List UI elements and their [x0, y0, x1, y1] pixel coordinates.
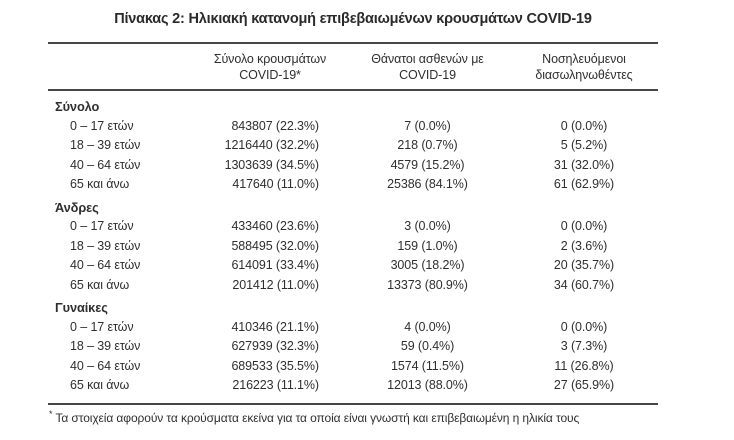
intubated-value: 5 (5.2%): [560, 138, 608, 152]
deaths-value: 4 (0.0%): [404, 319, 451, 334]
age-group-label: 0 – 17 ετών: [70, 219, 134, 233]
footnote: [48, 405, 658, 425]
age-group-label: 18 – 39 ετών: [70, 339, 141, 353]
table-row: [48, 318, 658, 338]
age-group-label: 0 – 17 ετών: [70, 118, 134, 133]
cases-value: 417640 (11.0%): [232, 177, 319, 191]
intubated-value: 11 (26.8%): [554, 358, 614, 373]
deaths-value: 218 (0.7%): [397, 138, 458, 152]
table-container: [48, 0, 658, 425]
intubated-value: 3 (7.3%): [560, 339, 608, 353]
table-row: [48, 117, 658, 137]
intubated-value: 61 (62.9%): [553, 177, 615, 191]
table-row: [48, 175, 658, 195]
table-row: [48, 237, 658, 257]
deaths-value: 59 (0.4%): [400, 339, 455, 353]
table-title: Πίνακας 2: Ηλικιακή κατανομή επιβεβαιωμένων κρουσμάτων COVID-19: [114, 11, 592, 27]
column-header-cases-line2: COVID-19*: [239, 68, 301, 82]
section-header-total: Σύνολο: [55, 99, 100, 114]
deaths-value: 25386 (84.1%): [387, 177, 468, 191]
table-row: [48, 357, 658, 377]
intubated-value: 27 (65.9%): [553, 378, 615, 392]
cases-value: 1216440 (32.2%): [224, 138, 319, 152]
intubated-value: 0 (0.0%): [560, 118, 608, 133]
age-group-label: 18 – 39 ετών: [70, 238, 141, 253]
table-row: [48, 217, 658, 237]
column-header-cases: [195, 51, 345, 83]
table-row: [48, 156, 658, 176]
column-header-intubated-line1: Νοσηλευόμενοι: [542, 52, 626, 66]
section-header-men: Άνδρες: [55, 199, 99, 215]
intubated-value: 2 (3.6%): [560, 238, 608, 253]
column-header-deaths-line1: Θάνατοι ασθενών με: [371, 52, 484, 66]
cases-value: 216223 (11.1%): [232, 378, 319, 392]
deaths-value: 12013 (88.0%): [387, 378, 468, 392]
deaths-value: 1574 (11.5%): [391, 358, 464, 373]
intubated-value: 0 (0.0%): [560, 319, 608, 334]
deaths-value: 3 (0.0%): [404, 219, 451, 233]
table-row: [48, 256, 658, 276]
table-body: [48, 91, 658, 403]
table-row: [48, 337, 658, 357]
age-group-label: 18 – 39 ετών: [70, 138, 141, 152]
cases-value: 614091 (33.4%): [231, 258, 319, 272]
table-row: [48, 276, 658, 296]
column-header-intubated-line2: διασωληνωθέντες: [535, 68, 633, 82]
deaths-value: 4579 (15.2%): [390, 157, 465, 172]
age-group-label: 40 – 64 ετών: [70, 157, 141, 172]
footnote-text: Τα στοιχεία αφορούν τα κρούσματα εκείνα για τα οποία είναι γνωστή και επιβεβαιωμένη η ηλικία τους: [55, 410, 580, 425]
footnote-asterisk: *: [49, 408, 53, 419]
age-group-label: 65 και άνω: [70, 177, 130, 191]
intubated-value: 34 (60.7%): [553, 277, 615, 292]
intubated-value: 31 (32.0%): [553, 157, 615, 172]
section-header-women: Γυναίκες: [55, 300, 108, 315]
deaths-value: 7 (0.0%): [404, 118, 451, 133]
age-group-label: 65 και άνω: [70, 378, 130, 392]
column-header-cases-line1: Σύνολο κρουσμάτων: [213, 52, 327, 66]
intubated-value: 20 (35.7%): [553, 258, 615, 272]
age-group-label: 65 και άνω: [70, 277, 130, 292]
row-label-column-header: [48, 51, 195, 83]
table-header-row: [48, 44, 658, 89]
age-group-label: 0 – 17 ετών: [70, 319, 134, 334]
deaths-value: 159 (1.0%): [397, 238, 458, 253]
cases-value: 627939 (32.3%): [231, 339, 319, 353]
cases-value: 588495 (32.0%): [231, 238, 319, 253]
table-row: [48, 376, 658, 396]
cases-value: 433460 (23.6%): [231, 219, 319, 233]
age-group-label: 40 – 64 ετών: [70, 258, 141, 272]
age-group-label: 40 – 64 ετών: [70, 358, 141, 373]
column-header-intubated: [510, 51, 658, 83]
cases-value: 410346 (21.1%): [231, 319, 319, 334]
cases-value: 843807 (22.3%): [231, 118, 319, 133]
table-row: [48, 136, 658, 156]
cases-value: 201412 (11.0%): [232, 277, 319, 292]
cases-value: 1303639 (34.5%): [224, 157, 319, 172]
intubated-value: 0 (0.0%): [560, 219, 608, 233]
deaths-value: 13373 (80.9%): [387, 277, 468, 292]
column-header-deaths: [345, 51, 510, 83]
column-header-deaths-line2: COVID-19: [399, 68, 456, 82]
deaths-value: 3005 (18.2%): [390, 258, 465, 272]
cases-value: 689533 (35.5%): [231, 358, 319, 373]
